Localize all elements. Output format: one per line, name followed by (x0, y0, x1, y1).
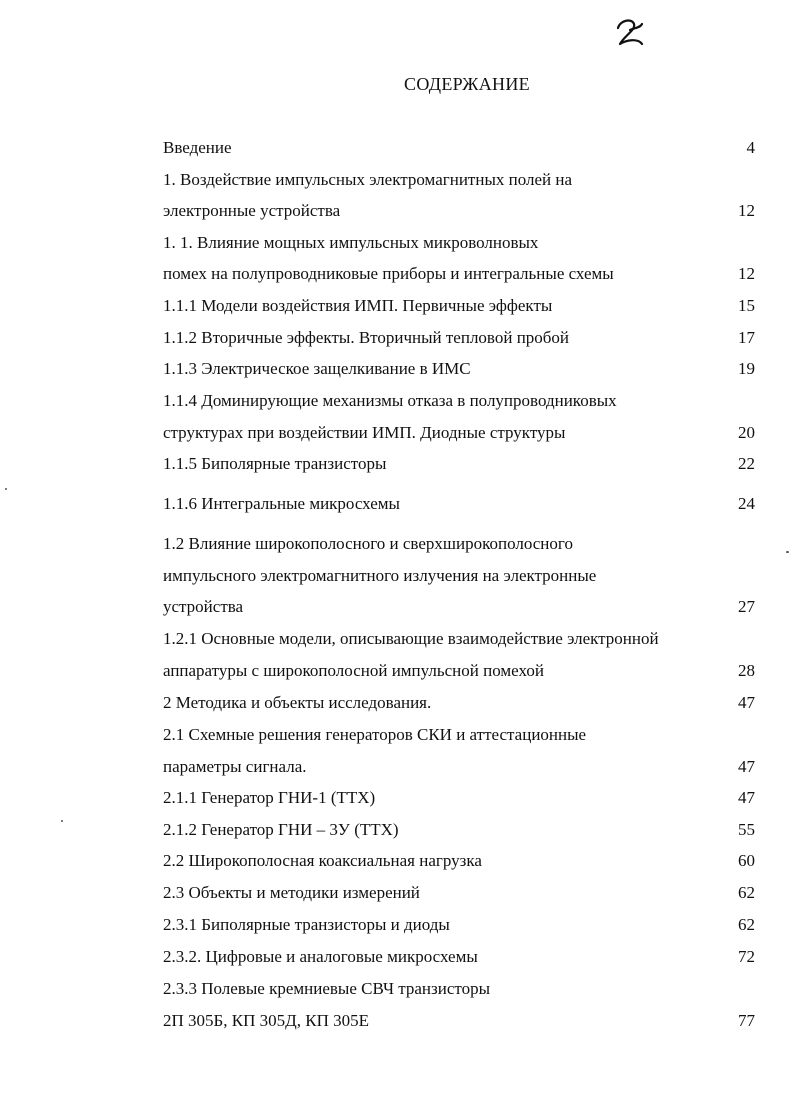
toc-page-number: 20 (738, 423, 755, 442)
toc-entry-line: устройства (163, 597, 244, 616)
toc-page-number: 47 (738, 757, 755, 776)
toc-page-number: 28 (738, 661, 755, 680)
toc-entry-line: аппаратуры с широкополосной импульсной помехой (163, 661, 544, 680)
toc-entry-line: 1.1.1 Модели воздействия ИМП. Первичные эффекты (163, 296, 553, 315)
toc-page-number: 72 (738, 947, 755, 966)
toc-entry-line: 2П 305Б, КП 305Д, КП 305Е (163, 1011, 370, 1030)
toc-page-number: 62 (738, 883, 755, 902)
toc-entry-line: 1.1.4 Доминирующие механизмы отказа в полупроводниковых (163, 391, 617, 410)
toc-entry-line: 2.1 Схемные решения генераторов СКИ и аттестационные (163, 725, 587, 744)
toc-page-number: 17 (738, 328, 755, 347)
toc-entry-line: 1. Воздействие импульсных электромагнитных полей на (163, 170, 573, 189)
toc-entry-line: Введение (163, 138, 232, 157)
toc-entry-line: 2.3 Объекты и методики измерений (163, 883, 420, 902)
toc-entry-line: 1.1.5 Биполярные транзисторы (163, 454, 387, 473)
toc-page-number: 15 (738, 296, 755, 315)
toc-page-number: 47 (738, 693, 755, 712)
toc-entry-line: 1.2 Влияние широкополосного и сверхширокополосного (163, 534, 573, 553)
toc-entry-line: 1.1.2 Вторичные эффекты. Вторичный тепловой пробой (163, 328, 570, 347)
toc-entry-line: 2.3.3 Полевые кремниевые СВЧ транзисторы (163, 979, 491, 998)
scan-speck (61, 820, 63, 822)
toc-entry-line: 2.1.2 Генератор ГНИ – 3У (ТТХ) (163, 820, 399, 839)
scan-speck (5, 488, 7, 490)
toc-page-number: 24 (738, 494, 755, 513)
toc-entry-line: 2 Методика и объекты исследования. (163, 693, 432, 712)
page-title: СОДЕРЖАНИЕ (404, 74, 530, 94)
toc-entry-line: параметры сигнала. (163, 757, 307, 776)
toc-entry-line: 2.1.1 Генератор ГНИ-1 (ТТХ) (163, 788, 376, 807)
handwritten-page-number (612, 14, 652, 54)
toc-page-number: 62 (738, 915, 755, 934)
toc-page-number: 55 (738, 820, 755, 839)
toc-entry-line: 1.2.1 Основные модели, описывающие взаимодействие электронной (163, 629, 659, 648)
toc-entry-line: 1.1.6 Интегральные микросхемы (163, 494, 400, 513)
toc-page-number: 12 (738, 264, 755, 283)
scan-speck (786, 551, 789, 553)
toc-entry-line: 2.2 Широкополосная коаксиальная нагрузка (163, 851, 482, 870)
toc-page-number: 12 (738, 201, 755, 220)
toc-entry-line: 1.1.3 Электрическое защелкивание в ИМС (163, 359, 471, 378)
toc-entry-line: 2.3.2. Цифровые и аналоговые микросхемы (163, 947, 478, 966)
toc-entry-line: электронные устройства (163, 201, 341, 220)
toc-page-number: 47 (738, 788, 755, 807)
toc-page-number: 4 (746, 138, 755, 157)
toc-page-number: 77 (738, 1011, 755, 1030)
toc-entry-line: помех на полупроводниковые приборы и интегральные схемы (163, 264, 614, 283)
toc-page-number: 60 (738, 851, 755, 870)
toc-page-number: 27 (738, 597, 755, 616)
toc-page-number: 19 (738, 359, 755, 378)
toc-entry-line: 1. 1. Влияние мощных импульсных микроволновых (163, 233, 539, 252)
toc-page-number: 22 (738, 454, 755, 473)
toc-entry-line: структурах при воздействии ИМП. Диодные структуры (163, 423, 566, 442)
toc-entry-line: импульсного электромагнитного излучения на электронные (163, 566, 597, 585)
toc-entry-line: 2.3.1 Биполярные транзисторы и диоды (163, 915, 450, 934)
